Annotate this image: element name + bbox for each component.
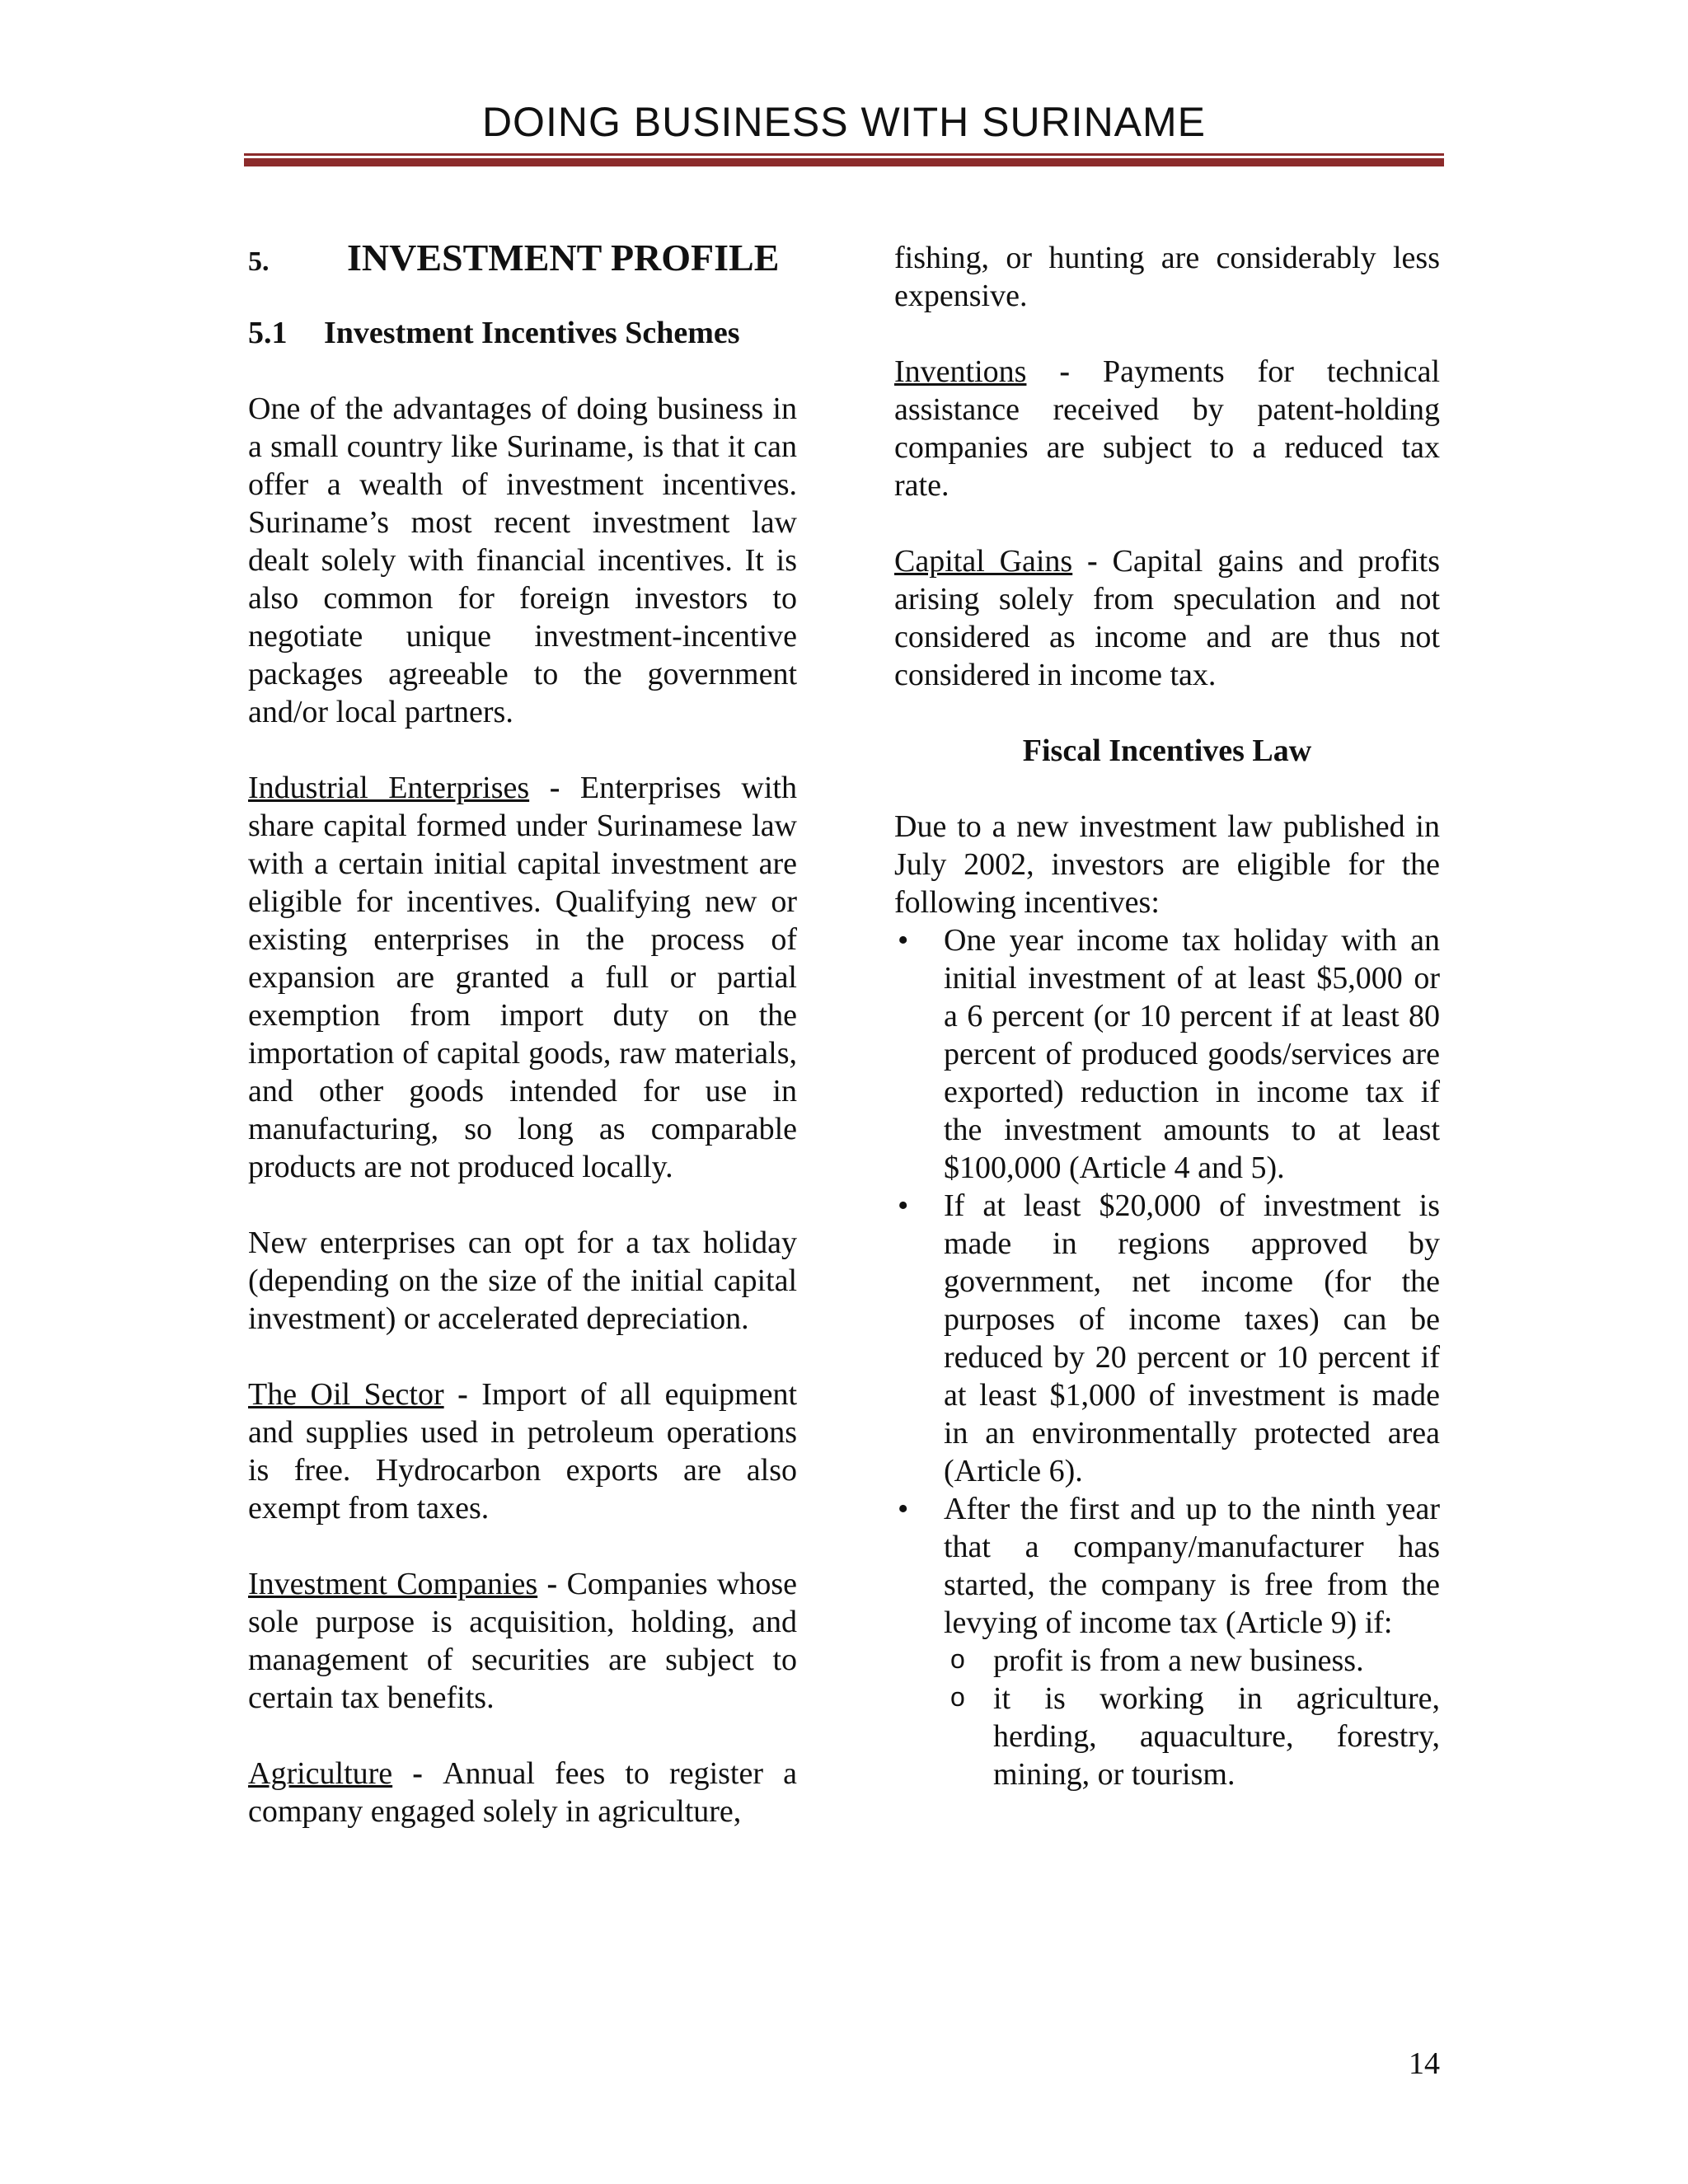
- incentive-term: Inventions: [894, 354, 1027, 389]
- term-separator: -: [443, 1377, 482, 1412]
- incentive-paragraph: [248, 1376, 797, 1527]
- fiscal-heading: Fiscal Incentives Law: [1022, 733, 1312, 768]
- term-separator: -: [529, 771, 580, 805]
- left-column: [248, 239, 797, 1830]
- right-column: [894, 239, 1440, 1793]
- fiscal-sub-bullet-list: [944, 1642, 1440, 1793]
- incentive-paragraph: [894, 542, 1440, 694]
- intro-paragraph: One of the advantages of doing business in a small country like Suriname, is that it can offer a wealth of investment incentives. Suriname’s most recent investment law dealt solely with financial incentives. It is also common for foreign investors to negotiate unique investment-incentive packages agreeable to the government and/or local partners.: [248, 391, 797, 729]
- incentive-paragraph: [248, 769, 797, 1186]
- subsection-title: Investment Incentives Schemes: [324, 316, 740, 350]
- list-item: • If at least $20,000 of investment is made in regions approved by government, net income (for the purposes of income taxes) can be reduced by 20 percent or 10 percent if at least $1,000 of investment is made in an environmentally protected area (Article 6).: [894, 1187, 1440, 1490]
- list-item: • One year income tax holiday with an initial investment of at least $5,000 or a 6 percent (or 10 percent if at least 80 percent of produced goods/services are exported) reduction in income tax if the investment amounts to at least $100,000 (Article 4 and 5).: [894, 921, 1440, 1187]
- incentive-term: Industrial Enterprises: [248, 771, 530, 805]
- list-item: o profit is from a new business.: [944, 1642, 1440, 1680]
- fiscal-intro: Due to a new investment law published in July 2002, investors are eligible for the following incentives:: [894, 809, 1440, 920]
- incentive-paragraph: [248, 1565, 797, 1717]
- page-number: 14: [1409, 2046, 1440, 2081]
- term-separator: -: [1026, 354, 1103, 389]
- incentive-paragraph: [248, 1224, 797, 1338]
- term-separator: -: [537, 1567, 567, 1601]
- incentive-text: Payments for technical assistance received by patent-holding companies are subject to a reduced tax rate.: [894, 354, 1440, 503]
- list-item: • After the first and up to the ninth year that a company/manufacturer has started, the company is free from the levying of income tax (Article 9) if:: [894, 1490, 1440, 1642]
- section-heading: [248, 239, 797, 281]
- incentive-text: Companies whose sole purpose is acquisition, holding, and management of securities are subject to certain tax benefits.: [248, 1567, 797, 1715]
- term-separator: -: [392, 1756, 443, 1791]
- fiscal-bullet-list: [894, 921, 1440, 1642]
- header-rule-thick: [244, 158, 1444, 166]
- incentive-text: Enterprises with share capital formed under Surinamese law with a certain initial capital investment are eligible for incentives. Qualifying new or existing enterprises in the process of expansion are granted a full or partial exemption from import duty on the importation of capital goods, raw materials, and other goods intended for use in manufacturing, so long as comparable products are not produced locally.: [248, 771, 797, 1184]
- incentive-term: Investment Companies: [248, 1567, 538, 1601]
- incentive-paragraph-continued: fishing, or hunting are considerably less expensive.: [894, 241, 1440, 313]
- section-number: 5.: [248, 246, 270, 277]
- incentive-term: Agriculture: [248, 1756, 393, 1791]
- incentive-text: New enterprises can opt for a tax holiday (depending on the size of the initial capital investment) or accelerated depreciation.: [248, 1226, 797, 1336]
- incentive-paragraph: [894, 353, 1440, 504]
- incentive-term: Capital Gains: [894, 544, 1073, 579]
- incentive-text: Annual fees to register a company engaged solely in agriculture,: [248, 1756, 797, 1829]
- term-separator: -: [1072, 544, 1113, 579]
- subsection-number: 5.1: [248, 316, 288, 350]
- subsection-heading: [248, 314, 797, 352]
- incentive-paragraph: [248, 1755, 797, 1830]
- incentive-text: Capital gains and profits arising solely from speculation and not considered as income and are thus not considered in income tax.: [894, 544, 1441, 692]
- section-title: INVESTMENT PROFILE: [347, 237, 780, 279]
- incentive-text: Import of all equipment and supplies used in petroleum operations is free. Hydrocarbon exports are also exempt from taxes.: [248, 1377, 798, 1526]
- header-rule-thin: [244, 153, 1444, 156]
- incentive-term: The Oil Sector: [248, 1377, 444, 1412]
- running-header-title: DOING BUSINESS WITH SURINAME: [481, 99, 1207, 145]
- list-item: o it is working in agriculture, herding, aquaculture, forestry, mining, or tourism.: [944, 1680, 1440, 1793]
